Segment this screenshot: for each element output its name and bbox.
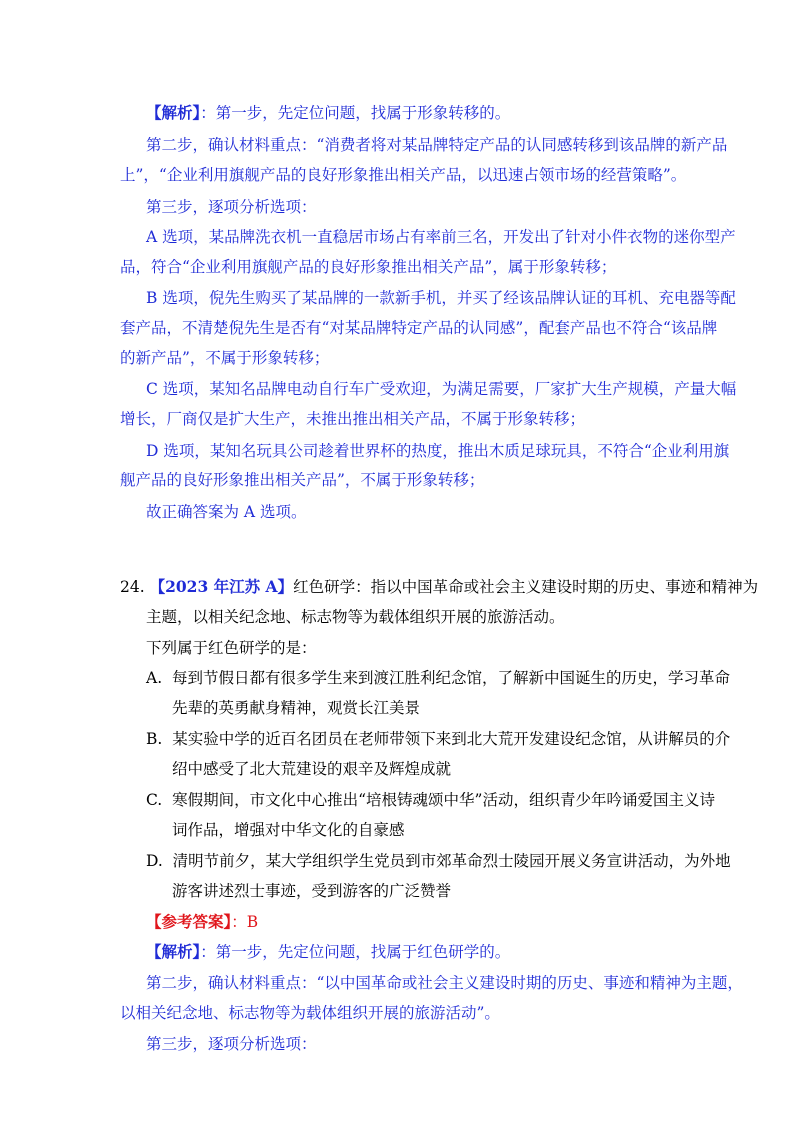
analysis-step3: 第三步，逐项分析选项：: [146, 198, 317, 216]
option-c-text: 寒假期间，市文化中心推出“培根铸魂颂中华”活动，组织青少年吟诵爱国主义诗: [172, 791, 715, 809]
analysis-option-b-line1: B 选项，倪先生购买了某品牌的一款新手机，并买了经该品牌认证的耳机、充电器等配: [146, 289, 736, 307]
analysis2-label: 【解析】: [146, 942, 201, 961]
option-d-line1: [146, 851, 731, 871]
analysis-step1: ：第一步，先定位问题，找属于形象转移的。: [200, 104, 511, 122]
option-b-text: 某实验中学的近百名团员在老师带领下来到北大荒开发建设纪念馆，从讲解员的介: [172, 730, 731, 748]
analysis-label: 【解析】: [146, 103, 201, 122]
option-d-line2: 游客讲述烈士事迹，受到游客的广泛赞誉: [172, 882, 452, 900]
analysis-option-d-line1: D 选项，某知名玩具公司趁着世界杯的热度，推出木质足球玩具，不符合“企业利用旗: [146, 442, 730, 460]
option-b-line1: [146, 729, 730, 749]
analysis-option-d-line2: 舰产品的良好形象推出相关产品”，不属于形象转移；: [120, 471, 485, 489]
analysis-option-b-line2: 套产品，不清楚倪先生是否有“对某品牌特定产品的认同感”，配套产品也不符合“该品牌: [120, 319, 718, 337]
question-prompt: 下列属于红色研学的是：: [146, 639, 317, 657]
option-c-line1: [146, 790, 715, 810]
analysis2-step1: ：第一步，先定位问题，找属于红色研学的。: [200, 943, 511, 961]
option-a-letter: A.: [146, 669, 163, 687]
question-24-stem-line2: 主题，以相关纪念地、标志物等为载体组织开展的旅游活动。: [146, 608, 565, 626]
option-d-letter: D.: [146, 852, 163, 870]
analysis-step2-line2: 上”，“企业利用旗舰产品的良好形象推出相关产品，以迅速占领市场的经营策略”。: [120, 166, 687, 184]
question-source-tag: 【2023 年江苏 A】: [149, 577, 294, 596]
option-b-line2: 绍中感受了北大荒建设的艰辛及辉煌成就: [172, 760, 452, 778]
option-a-text: 每到节假日都有很多学生来到渡江胜利纪念馆，了解新中国诞生的历史，学习革命: [171, 669, 730, 687]
answer-value: ：B: [231, 913, 259, 931]
analysis-option-b-line3: 的新产品”，不属于形象转移；: [120, 349, 330, 367]
option-a-line2: 先辈的英勇献身精神，观赏长江美景: [172, 699, 421, 717]
option-c-letter: C.: [146, 791, 163, 809]
question-24-stem-line1: [120, 577, 758, 597]
reference-answer: [146, 912, 258, 932]
option-c-line2: 词作品，增强对中华文化的自豪感: [172, 821, 405, 839]
analysis-heading: [146, 103, 510, 123]
analysis-option-c-line1: C 选项，某知名品牌电动自行车广受欢迎，为满足需要，厂家扩大生产规模，产量大幅: [146, 380, 737, 398]
analysis-conclusion: 故正确答案为 A 选项。: [146, 503, 307, 521]
analysis2-step2-line2: 以相关纪念地、标志物等为载体组织开展的旅游活动”。: [120, 1004, 500, 1022]
analysis2-step2-line1: 第二步，确认材料重点：“以中国革命或社会主义建设时期的历史、事迹和精神为主题，: [146, 974, 743, 992]
analysis-option-a-line1: A 选项，某品牌洗衣机一直稳居市场占有率前三名，开发出了针对小件衣物的迷你型产: [146, 228, 736, 246]
analysis-option-a-line2: 品，符合“企业利用旗舰产品的良好形象推出相关产品”，属于形象转移；: [120, 258, 617, 276]
answer-label: 【参考答案】: [146, 912, 232, 931]
analysis2-heading: [146, 942, 510, 962]
option-a-line1: [146, 668, 730, 688]
analysis2-step3: 第三步，逐项分析选项：: [146, 1035, 317, 1053]
analysis-step2-line1: 第二步，确认材料重点：“消费者将对某品牌特定产品的认同感转移到该品牌的新产品: [146, 136, 728, 154]
question-stem-text: 红色研学：指以中国革命或社会主义建设时期的历史、事迹和精神为: [293, 578, 759, 596]
question-number: 24.: [120, 578, 145, 596]
option-b-letter: B.: [146, 730, 163, 748]
option-d-text: 清明节前夕，某大学组织学生党员到市郊革命烈士陵园开展义务宣讲活动，为外地: [172, 852, 731, 870]
analysis-option-c-line2: 增长，厂商仅是扩大生产，未推出推出相关产品，不属于形象转移；: [120, 410, 586, 428]
